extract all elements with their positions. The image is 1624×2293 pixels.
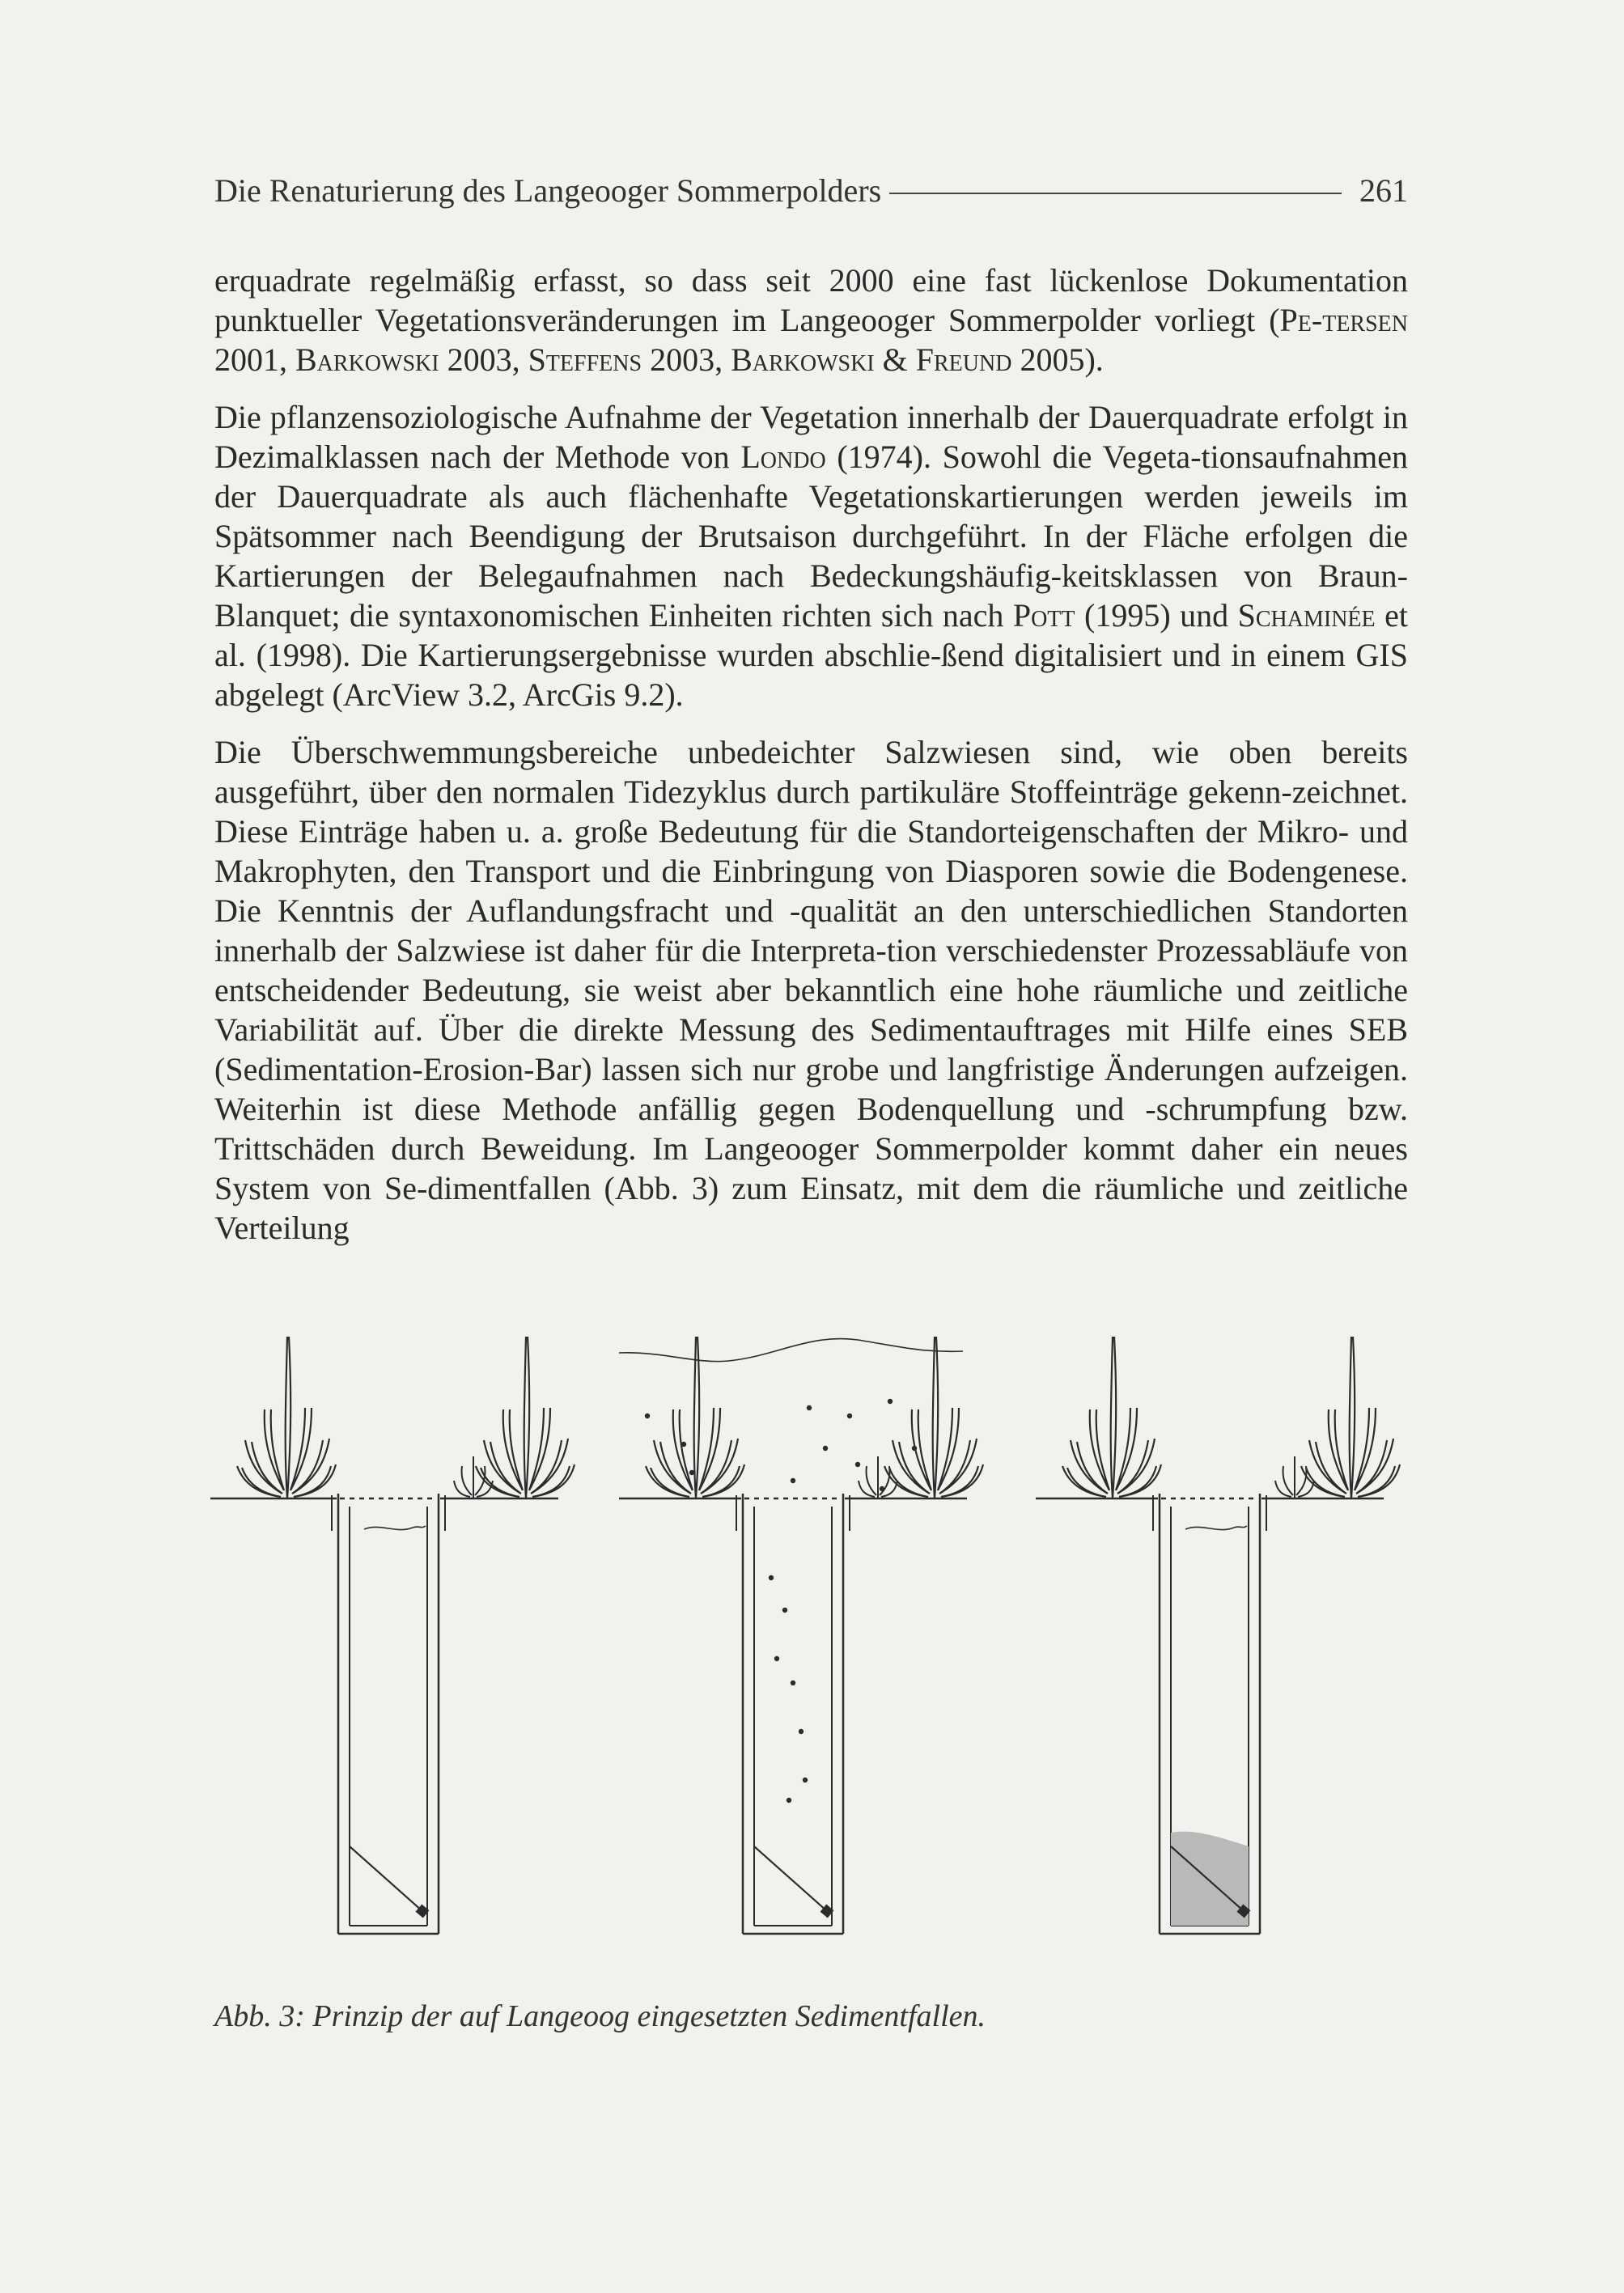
sediment-particle-14 [791,1681,795,1685]
text-span: et al. (1998). Die Kartierungsergebnisse wurden abschlie-ßend digitalisiert und in einem GIS abgelegt (ArcView 3.2, ArcGis 9.2). [214,597,1408,713]
sediment-trap-diagram [210,1311,1416,1990]
sediment-particle-4 [847,1414,852,1418]
water-surface-3 [1185,1526,1247,1530]
text-span: & [874,341,916,378]
sediment-particle-2 [681,1442,686,1447]
page-number: 261 [1359,172,1408,209]
plant-right-2 [884,1337,983,1498]
figure-caption: Abb. 3: Prinzip der auf Langeoog eingesetzten Sedimentfallen. [214,1999,986,2033]
sediment-particle-11 [791,1478,795,1483]
author-name: Pott [1012,597,1075,634]
text-span: Die pflanzensoziologische Aufnahme der Vegetation innerhalb der Dauerquadrate erfolgt in Dezimalklassen nach der Methode von [214,399,1408,475]
sediment-particle-10 [689,1470,694,1475]
sediment-particle-1 [645,1414,650,1418]
sediment-particle-12 [769,1575,774,1580]
water-surface-1 [364,1526,426,1530]
text-span: 2005). [1011,341,1104,378]
sediment-particle-6 [912,1446,917,1451]
running-head-rule [889,193,1342,194]
sediment-particle-13 [782,1608,787,1613]
plant-left-1 [237,1337,336,1498]
sediment-particle-7 [823,1446,828,1451]
sediment-particle-5 [888,1399,893,1404]
paragraph-3: Die Überschwemmungsbereiche unbedeichter Salzwiesen sind, wie oben bereits ausgeführt, über den normalen Tidezyklus durch partikuläre Stoffeinträge gekenn-zeichnet. Diese Einträge haben u. a. große Bedeutung für die Standorteigenschaften der Mikro- und Makrophyten, den Transport und die Einbringung von Diasporen sowie die Bodengenese. Die Kenntnis der Auflandungsfracht und -qualität an den unterschiedlichen Standorten innerhalb der Salzwiese ist daher für die Interpreta-tion verschiedenster Prozessabläufe von entscheidender Bedeutung, sie weist aber bekanntlich eine hohe räumliche und zeitliche Variabilität auf. Über die direkte Messung des Sedimentauftrages mit Hilfe eines SEB (Sedimentation-Erosion-Bar) lassen sich nur grobe und langfristige Änderungen aufzeigen. Weiterhin ist diese Methode anfällig gegen Bodenquellung und -schrumpfung bzw. Trittschäden durch Beweidung. Im Langeooger Sommerpolder kommt daher ein neues System von Se-dimentfallen (Abb. 3) zum Einsatz, mit dem die räumliche und zeitliche Verteilung [214,734,1408,1246]
author-name: Barkowski [295,341,439,378]
author-name: Barkowski [731,341,875,378]
author-name: Londo [740,439,826,475]
author-name: Freund [915,341,1012,378]
paragraph-1 [214,261,1408,379]
text-span: (1974). Sowohl die Vegeta-tionsaufnahmen der Dauerquadrate als auch flächenhafte Vegetationskartierungen werden jeweils im Spätsommer nach Beendigung der Brutsaison durchgeführt. In der Fläche erfolgen die Kartierungen der Belegaufnahmen nach Bedeckungshäufig-keitsklassen von Braun-Blanquet; die syntaxonomischen Einheiten richten sich nach [214,439,1408,634]
sediment-fill-3 [1171,1832,1249,1926]
bottom-flap-1 [350,1846,422,1911]
sediment-particle-15 [799,1729,804,1734]
text-span: erquadrate regelmäßig erfasst, so dass seit 2000 eine fast lückenlose Dokumentation punktueller Vegetationsveränderungen im Langeooger Sommerpolder vorliegt ( [214,262,1408,338]
sediment-particle-9 [880,1486,884,1491]
plant-left-3 [1062,1337,1161,1498]
text-span: 2001, [214,341,295,378]
text-span: (1995) und [1075,597,1238,634]
sediment-particle-17 [774,1656,779,1661]
running-head-title: Die Renaturierung des Langeooger Sommerpolders [214,172,882,209]
paragraph-2 [214,397,1408,714]
plant-right-3 [1301,1337,1400,1498]
sediment-particle-8 [855,1462,860,1467]
sediment-particle-3 [807,1405,812,1410]
sediment-trap-figure [210,1311,1416,1990]
plant-right-1 [476,1337,575,1498]
running-head [214,166,1408,214]
sediment-particle-18 [787,1798,791,1803]
sediment-particle-16 [803,1778,808,1782]
bottom-flap-2 [754,1846,827,1911]
author-name: Steffens [528,341,642,378]
text-span: 2003, [439,341,528,378]
flood-water-line [619,1339,963,1362]
text-span: 2003, [642,341,731,378]
author-name: Pe-tersen [1279,302,1408,338]
plant-small-1 [454,1456,493,1498]
body-text [214,261,1408,1265]
author-name: Schaminée [1237,597,1376,634]
